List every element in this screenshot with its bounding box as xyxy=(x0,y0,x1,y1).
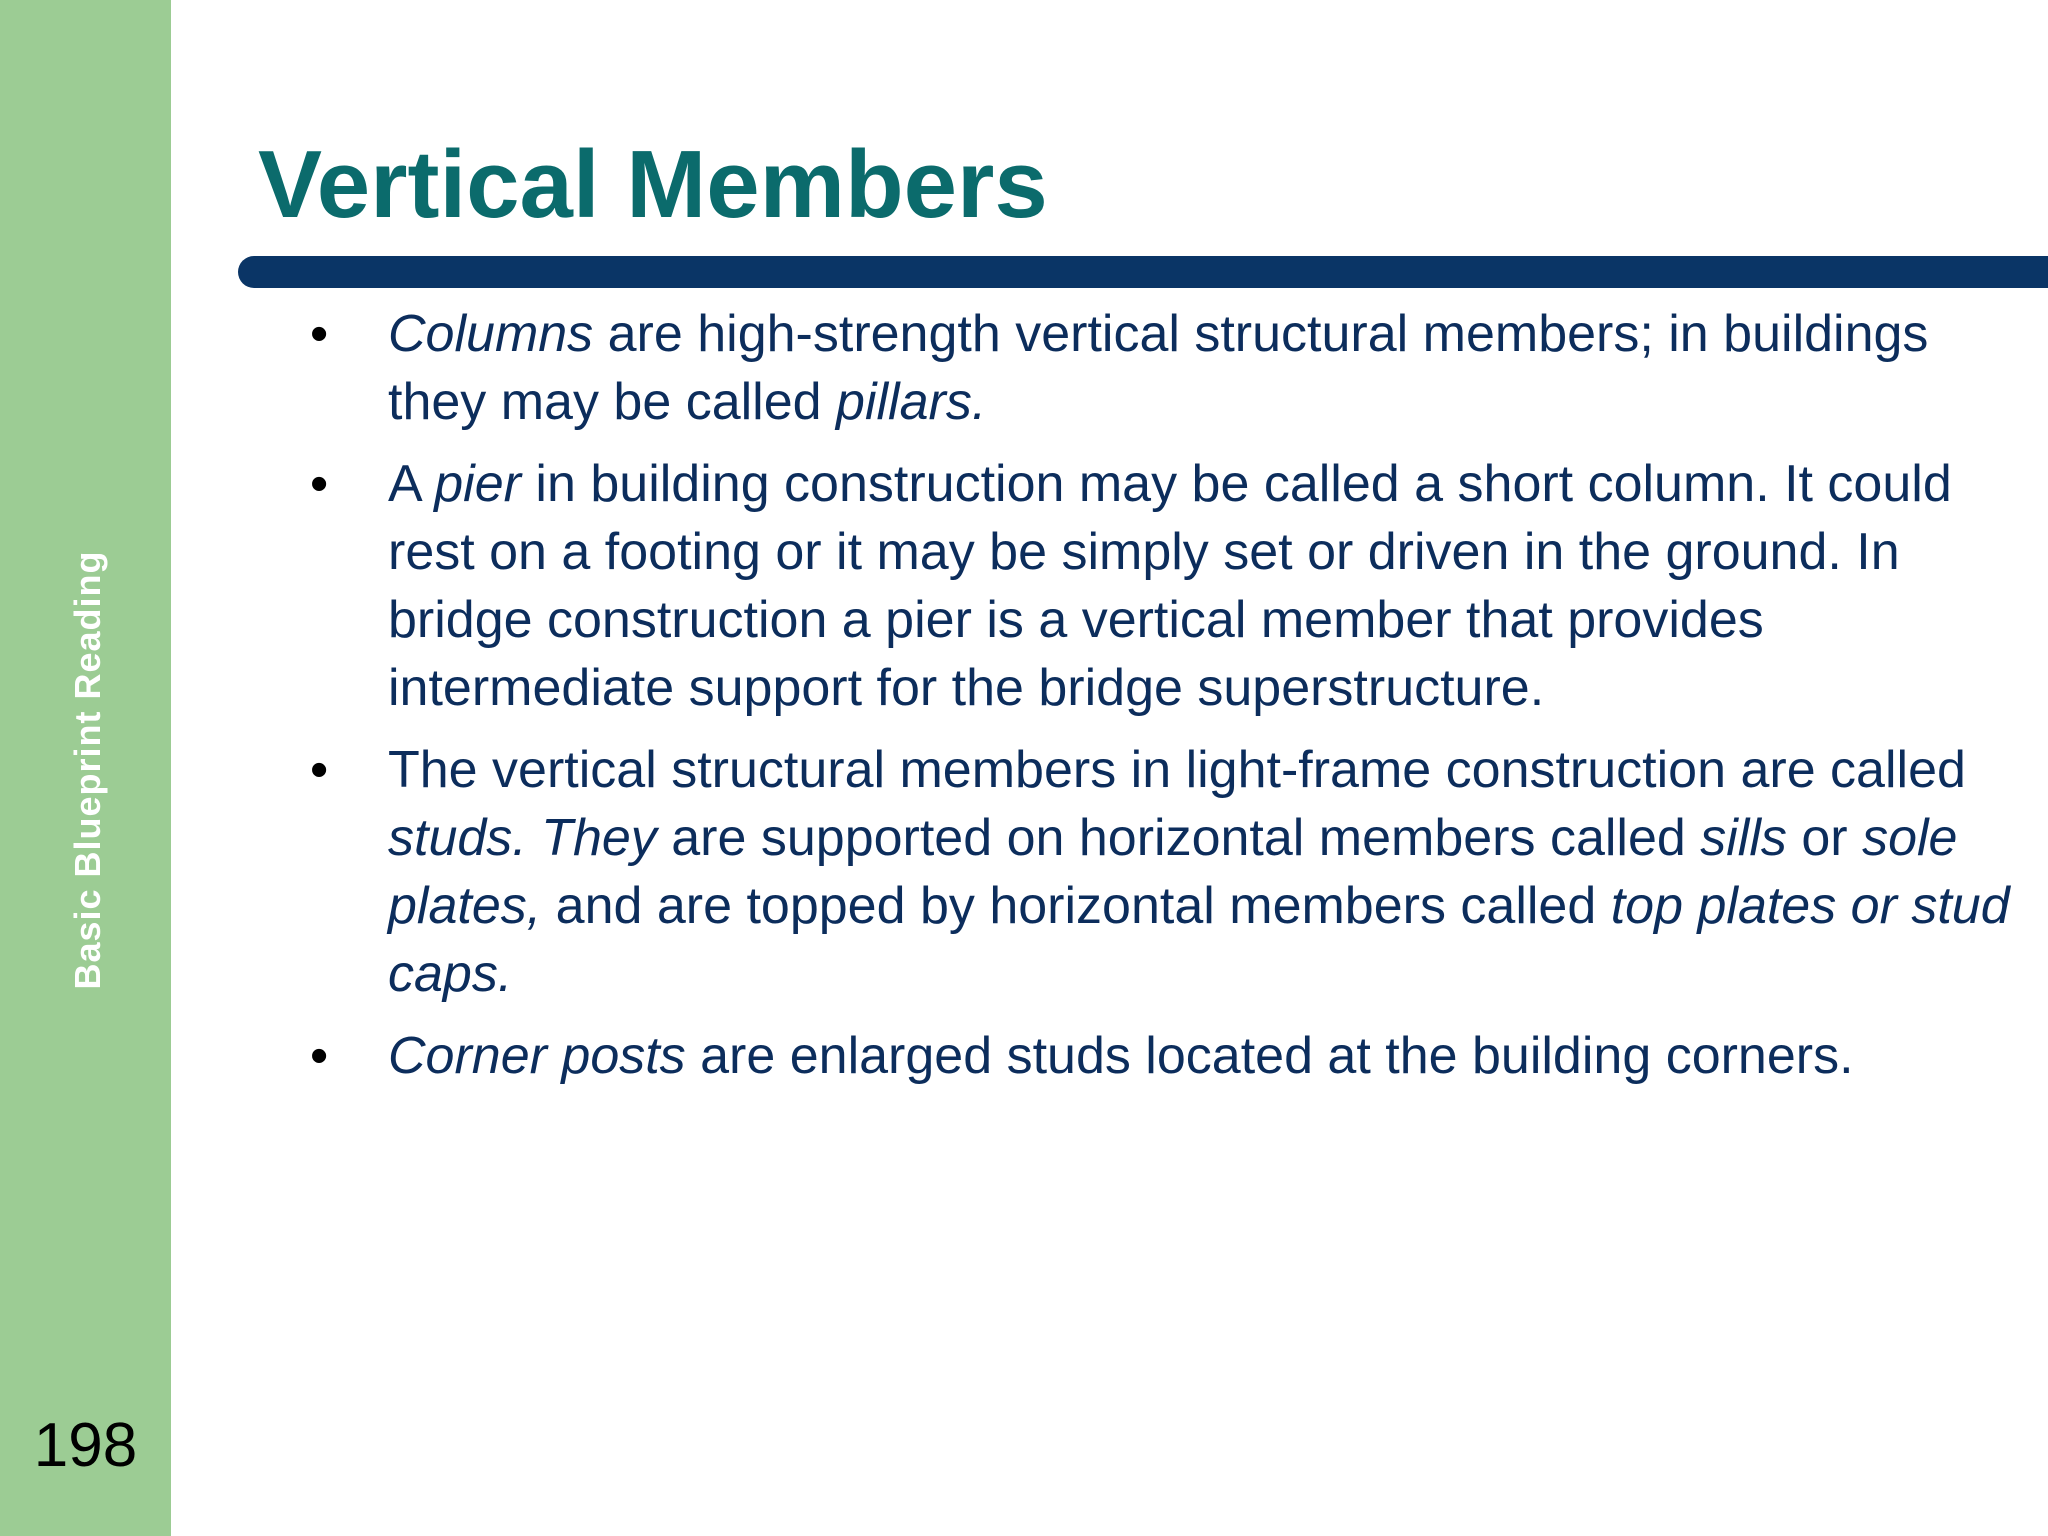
slide-title: Vertical Members xyxy=(258,131,1048,238)
bullet-text-run: in building construction may be called a short column. It could rest on a footing or it may be simply set or driven in the ground. In bridge construction a pier is a vertical member that provides intermediate support for the bridge superstructure. xyxy=(388,455,1952,717)
bullet-text-run: sills xyxy=(1700,809,1787,867)
sidebar-label: Basic Blueprint Reading xyxy=(67,550,108,990)
bullet-text-run: pillars. xyxy=(836,373,987,431)
bullet-text-run: are high-strength vertical structural members; in buildings they may be called xyxy=(388,305,1929,431)
bullet-text-run: and are topped by horizontal members called xyxy=(541,877,1611,935)
bullet-text-run: studs. They xyxy=(388,809,657,867)
bullet-text xyxy=(388,305,1928,431)
bullet-text xyxy=(388,741,2010,1003)
sidebar xyxy=(0,0,171,1536)
bullet-dot-icon: • xyxy=(310,305,329,363)
bullet-list xyxy=(300,300,2020,1104)
bullet-text-run: A xyxy=(388,455,435,513)
bullet-text xyxy=(388,455,1952,717)
bullet-item-columns xyxy=(300,300,2020,436)
bullet-text-run: are supported on horizontal members called xyxy=(656,809,1701,867)
bullet-text-run: are enlarged studs located at the building corners. xyxy=(685,1027,1854,1085)
bullet-text xyxy=(388,1027,1854,1085)
bullet-item-pier xyxy=(300,450,2020,722)
bullet-text-run: sole plates, xyxy=(388,809,1958,935)
bullet-text-run: Corner posts xyxy=(388,1027,686,1085)
page-number: 198 xyxy=(33,1411,138,1480)
bullet-dot-icon: • xyxy=(310,1027,329,1085)
bullet-item-corner-posts xyxy=(300,1022,2020,1090)
bullet-text-run: or xyxy=(1786,809,1863,867)
bullet-text-run: top plates or stud caps. xyxy=(388,877,2010,1003)
bullet-item-studs xyxy=(300,736,2020,1008)
bullet-text-run: Columns xyxy=(388,305,594,363)
bullet-text-run: pier xyxy=(434,455,521,513)
title-underline-bar xyxy=(238,256,2048,288)
bullet-dot-icon: • xyxy=(310,455,329,513)
bullet-dot-icon: • xyxy=(310,741,329,799)
bullet-text-run: The vertical structural members in light-frame construction are called xyxy=(388,741,1966,799)
